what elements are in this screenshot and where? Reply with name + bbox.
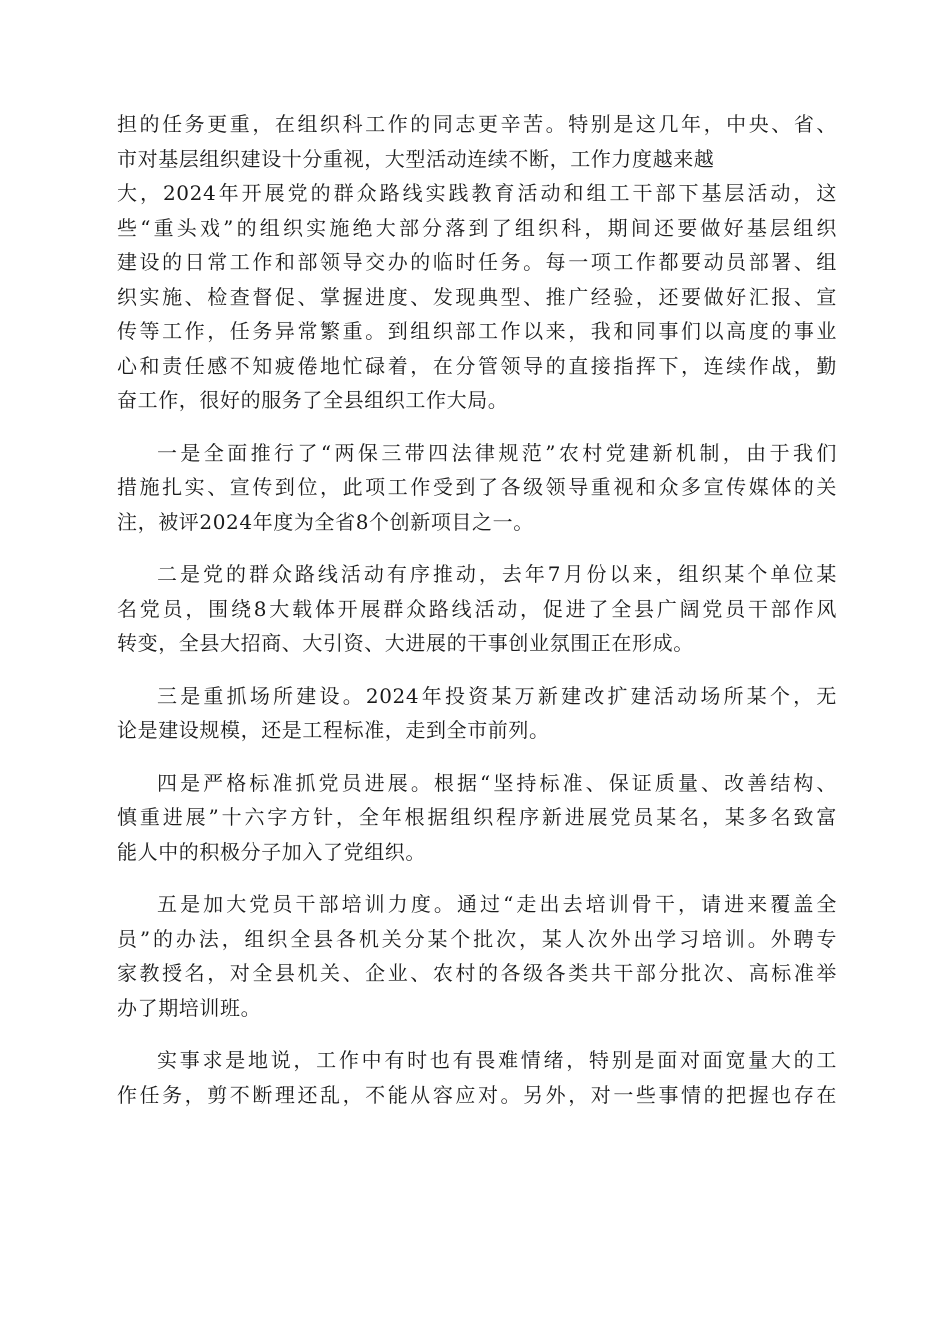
text-line: 三是重抓场所建设。2024年投资某万新建改扩建活动场所某个，无	[157, 683, 837, 708]
text-line: 名党员，围绕8大载体开展群众路线活动，促进了全县广阔党员干部作风	[117, 596, 837, 621]
text-line: 能人中的积极分子加入了党组织。	[117, 839, 426, 864]
text-line: 担的任务更重，在组织科工作的同志更辛苦。特别是这几年，中央、省、	[117, 112, 837, 136]
paragraph-intro	[117, 107, 837, 418]
text-line: 建设的日常工作和部领导交办的临时任务。每一项工作都要动员部署、组	[117, 250, 837, 274]
paragraph-reflection	[117, 1043, 837, 1112]
text-line: 大，2024年开展党的群众路线实践教育活动和组工干部下基层活动，这	[117, 181, 837, 205]
text-line: 实事求是地说，工作中有时也有畏难情绪，特别是面对面宽量大的工	[157, 1048, 837, 1072]
paragraph-item-2	[117, 557, 837, 661]
text-line: 家教授名，对全县机关、企业、农村的各级各类共干部分批次、高标准举	[117, 961, 837, 985]
text-line: 一是全面推行了“两保三带四法律规范”农村党建新机制，由于我们	[157, 440, 837, 465]
text-line: 转变，全县大招商、大引资、大进展的干事创业氛围正在形成。	[117, 631, 694, 655]
text-line: 员”的办法，组织全县各机关分某个批次，某人次外出学习培训。外聘专	[117, 926, 837, 951]
text-line: 办了期培训班。	[117, 995, 262, 1020]
paragraph-item-4	[117, 766, 837, 870]
text-line: 传等工作，任务异常繁重。到组织部工作以来，我和同事们以高度的事业	[117, 319, 837, 343]
text-line: 二是党的群众路线活动有序推动，去年7月份以来，组织某个单位某	[157, 562, 837, 586]
text-line: 措施扎实、宣传到位，此项工作受到了各级领导重视和众多宣传媒体的关	[117, 475, 837, 499]
text-line: 论是建设规模，还是工程标准，走到全市前列。	[117, 718, 550, 742]
text-line: 心和责任感不知疲倦地忙碌着，在分管领导的直接指挥下，连续作战，勤	[117, 353, 837, 378]
paragraph-item-1	[117, 436, 837, 540]
document-page	[117, 107, 837, 1130]
text-line: 些“重头戏”的组织实施绝大部分落到了组织科，期间还要做好基层组织	[117, 215, 837, 240]
text-line: 慎重进展”十六字方针，全年根据组织程序新进展党员某名，某多名致富	[117, 805, 837, 829]
text-line: 市对基层组织建设十分重视，大型活动连续不断，工作力度越来越	[117, 146, 715, 171]
paragraph-item-3	[117, 679, 837, 748]
paragraph-item-5	[117, 887, 837, 1025]
text-line: 作任务，剪不断理还乱，不能从容应对。另外，对一些事情的把握也存在	[117, 1082, 837, 1107]
text-line: 织实施、检查督促、掌握进度、发现典型、推广经验，还要做好汇报、宣	[117, 284, 837, 309]
text-line: 奋工作，很好的服务了全县组织工作大局。	[117, 388, 509, 412]
text-line: 注，被评2024年度为全省8个创新项目之一。	[117, 509, 534, 534]
text-line: 四是严格标准抓党员进展。根据“坚持标准、保证质量、改善结构、	[157, 770, 837, 795]
text-line: 五是加大党员干部培训力度。通过“走出去培训骨干，请进来覆盖全	[157, 892, 837, 916]
